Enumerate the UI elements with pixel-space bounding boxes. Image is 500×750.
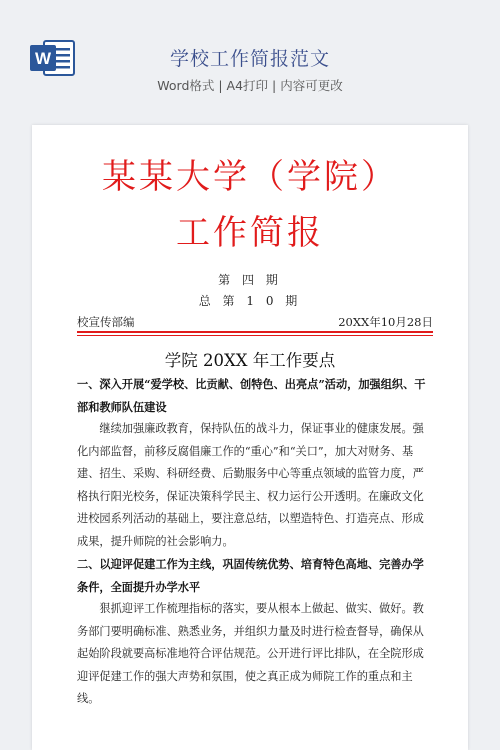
content-body [77, 373, 433, 711]
page-subtitle: Word格式 | A4打印 | 内容可更改 [157, 78, 343, 93]
school-title: 某某大学（学院） [102, 157, 398, 197]
header [0, 0, 500, 110]
word-icon-letter: W [34, 49, 52, 68]
document-page [32, 125, 468, 750]
issue-date: 20XX年10月28日 [338, 315, 433, 329]
report-title: 工作简报 [176, 213, 324, 253]
issue-number: 第 四 期 [218, 273, 282, 287]
total-issue-number: 总 第 1 0 期 [198, 294, 302, 308]
editor-label: 校宣传部编 [77, 315, 135, 329]
red-rule-thick [77, 331, 433, 333]
section-heading-1: 一、深入开展“爱学校、比贡献、创特色、出亮点”活动，加强组织、干部和教师队伍建设 [77, 377, 426, 414]
section-heading-2: 二、以迎评促建工作为主线，巩固传统优势、培育特色高地、完善办学条件，全面提升办学水平 [77, 557, 424, 594]
section-body-2: 狠抓迎评工作梳理指标的落实，要从根本上做起、做实、做好。教务部门要明确标准、熟悉业务，并组织力量及时进行检查督导，确保从起始阶段就要高标准地符合评估规范。公开进行评比排队，在全院形成迎评促建工作的强大声势和氛围，使之真正成为师院工作的重点和主线。 [77, 602, 424, 705]
section-body-1: 继续加强廉政教育，保持队伍的战斗力，保证事业的健康发展。强化内部监督，前移反腐倡廉工作的“重心”和“关口”，加大对财务、基建、招生、采购、科研经费、后勤服务中心等重点领域的监管力度，严格执行阳光校务，保证决策科学民主、权力运行公开透明。在廉政文化进校园系列活动的基础上，要注意总结，以塑造特色、打造亮点、形成成果，提升师院的社会影响力。 [77, 422, 424, 548]
red-rule-thin [77, 335, 433, 336]
page-title: 学校工作简报范文 [169, 48, 330, 70]
content-title: 学院 20XX 年工作要点 [164, 351, 336, 370]
